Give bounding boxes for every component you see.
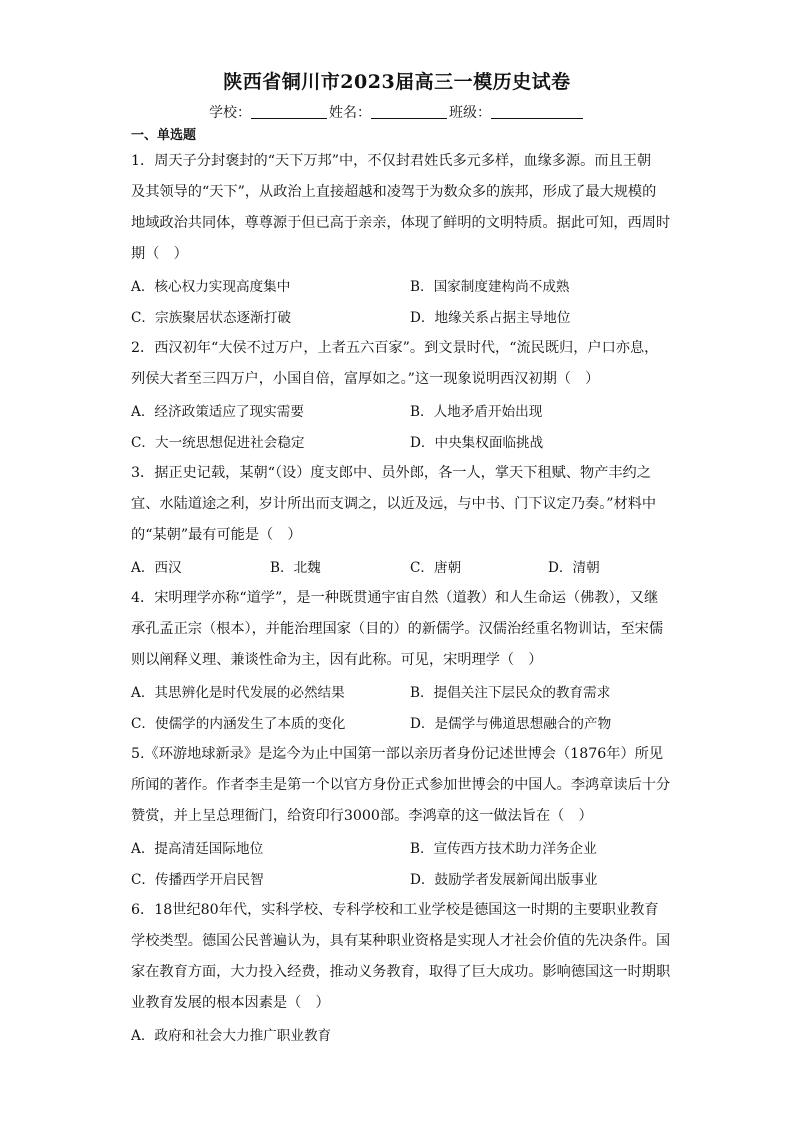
question-4-option-a[interactable]: A．其思辨化是时代发展的必然结果 <box>131 685 345 701</box>
question-6-line-2: 学校类型。德国公民普遍认为，具有某种职业资格是实现人才社会价值的先决条件。国 <box>131 933 671 949</box>
question-3-option-d[interactable]: D．清朝 <box>548 560 600 576</box>
question-4-line-2: 承孔孟正宗（根本），并能治理国家（目的）的新儒学。汉儒治经重名物训诂，至宋儒 <box>131 621 664 637</box>
question-3-option-c[interactable]: C．唐朝 <box>410 560 462 576</box>
question-6-line-1: 6．18世纪80年代，实科学校、专科学校和工业学校是德国这一时期的主要职业教育 <box>131 902 659 918</box>
question-3-line-2: 宜、水陆道途之利，岁计所出而支调之，以近及远，与中书、门下议定乃奏。”材料中 <box>131 496 657 512</box>
question-1-option-d[interactable]: D．地缘关系占据主导地位 <box>410 310 571 326</box>
question-2-line-2: 列侯大者至三四万户，小国自倍，富厚如之。”这一现象说明西汉初期（ ） <box>131 371 600 387</box>
question-1-line-4: 期（ ） <box>131 246 188 262</box>
question-6-line-3: 家在教育方面，大力投入经费，推动义务教育，取得了巨大成功。影响德国这一时期职 <box>131 964 671 980</box>
question-1-line-2: 及其领导的“天下”，从政治上直接超越和凌驾于为数众多的族邦，形成了最大规模的 <box>131 184 657 200</box>
question-1-option-a[interactable]: A．核心权力实现高度集中 <box>131 279 291 295</box>
question-5-line-3: 赞赏，并上呈总理衙门，给资印行3000部。李鸿章的这一做法旨在（ ） <box>131 808 593 824</box>
question-4-line-1: 4．宋明理学亦称“道学”，是一种既贯通宇宙自然（道教）和人生命运（佛教），又继 <box>131 590 659 606</box>
question-2-option-c[interactable]: C．大一统思想促进社会稳定 <box>131 435 305 451</box>
student-info-row <box>0 102 794 122</box>
question-3-option-a[interactable]: A．西汉 <box>131 560 182 576</box>
question-4-option-b[interactable]: B．提倡关注下层民众的教育需求 <box>410 685 611 701</box>
school-blank[interactable] <box>251 104 327 119</box>
class-blank[interactable] <box>491 104 583 119</box>
question-1-option-c[interactable]: C．宗族聚居状态逐渐打破 <box>131 310 291 326</box>
name-label: 姓名： <box>329 105 371 121</box>
question-5-option-d[interactable]: D．鼓励学者发展新闻出版事业 <box>410 872 598 888</box>
question-6-option-a[interactable]: A．政府和社会大力推广职业教育 <box>131 1028 332 1044</box>
question-2-option-d[interactable]: D．中央集权面临挑战 <box>410 435 544 451</box>
question-2-option-a[interactable]: A．经济政策适应了现实需要 <box>131 404 304 420</box>
question-1-line-3: 地域政治共同体，尊尊源于但已高于亲亲，体现了鲜明的文明特质。据此可知，西周时 <box>131 215 671 231</box>
question-4-option-d[interactable]: D．是儒学与佛道思想融合的产物 <box>410 716 612 732</box>
question-5-option-b[interactable]: B．宣传西方技术助力洋务企业 <box>410 841 597 857</box>
question-4-option-c[interactable]: C．使儒学的内涵发生了本质的变化 <box>131 716 346 732</box>
section-title: 一、单选题 <box>131 128 197 143</box>
question-1-line-1: 1．周天子分封褒封的“天下万邦”中，不仅封君姓氏多元多样，血缘多源。而且王朝 <box>131 153 652 169</box>
question-2-option-b[interactable]: B．人地矛盾开始出现 <box>410 404 543 420</box>
question-5-line-1: 5.《环游地球新录》是迄今为止中国第一部以亲历者身份记述世博会（1876年）所见 <box>131 746 664 762</box>
question-5-line-2: 所闻的著作。作者李圭是第一个以官方身份正式参加世博会的中国人。李鸿章读后十分 <box>131 777 671 793</box>
question-6-line-4: 业教育发展的根本因素是（ ） <box>131 995 330 1011</box>
question-2-line-1: 2．西汉初年“大侯不过万户，上者五六百家”。到文景时代，“流民既归，户口亦息， <box>131 340 659 356</box>
question-3-option-b[interactable]: B．北魏 <box>270 560 321 576</box>
question-4-line-3: 则以阐释义理、兼谈性命为主，因有此称。可见，宋明理学（ ） <box>131 652 543 668</box>
exam-title: 陕西省铜川市2023届高三一模历史试卷 <box>223 71 571 93</box>
question-5-option-c[interactable]: C．传播西学开启民智 <box>131 872 264 888</box>
question-3-line-3: 的“某朝”最有可能是（ ） <box>131 527 302 543</box>
class-label: 班级： <box>449 105 491 121</box>
question-5-option-a[interactable]: A．提高清廷国际地位 <box>131 841 264 857</box>
name-blank[interactable] <box>371 104 447 119</box>
question-3-line-1: 3．据正史记载，某朝“（设）度支郎中、员外郎，各一人，掌天下租赋、物产丰约之 <box>131 465 651 481</box>
question-1-option-b[interactable]: B．国家制度建构尚不成熟 <box>410 279 570 295</box>
school-label: 学校： <box>209 105 251 121</box>
